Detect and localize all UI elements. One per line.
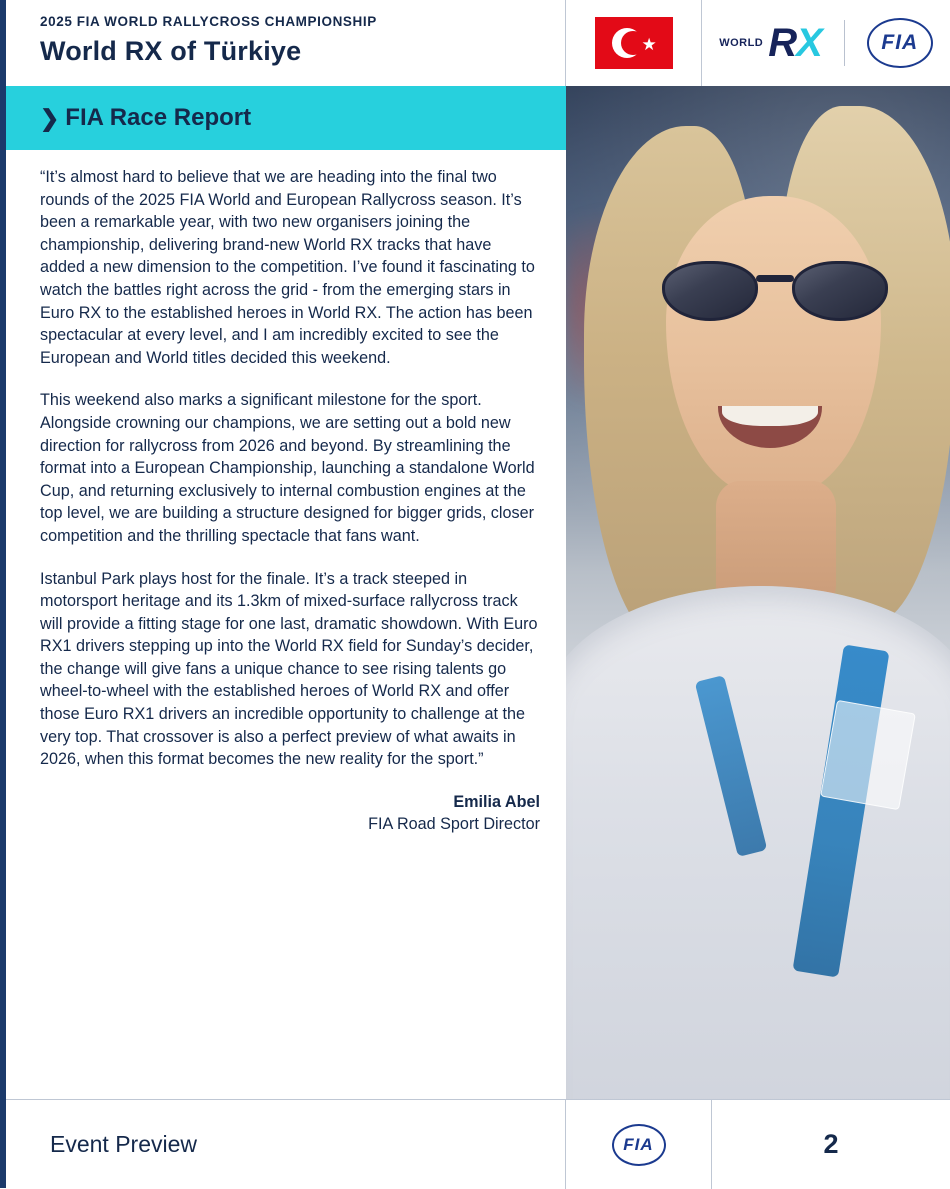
face-shape [666, 196, 881, 496]
sunglasses-left-lens [662, 261, 758, 321]
paragraph: Istanbul Park plays host for the finale. It’s a track steeped in motorsport heritage and its 1.3km of mixed-surface rallycross track will provide a fitting stage for one last, dramatic showdown. With Euro RX1 drivers stepping up into the World RX field for Sunday’s decider, the change will give fans a unique chance to see rising talents go wheel-to-wheel with the established heroes of World RX and offer those Euro RX1 drivers an incredible opportunity to challenge at the very top. That crossover is also a perfect preview of what awaits in 2026, when this format becomes the new reality for the sport.” [40, 569, 538, 769]
sunglasses-bridge [756, 275, 794, 282]
banner-title: FIA Race Report [65, 104, 252, 131]
sunglasses-right-lens [792, 261, 888, 321]
world-rx-wordmark: WORLD [719, 36, 764, 49]
header-logos [702, 0, 950, 86]
signature-block [40, 791, 540, 836]
flag-container [566, 0, 702, 86]
chevron-right-icon: ❯ [40, 104, 60, 131]
turkish-flag-icon [595, 17, 673, 69]
footer-section-label: Event Preview [6, 1100, 566, 1189]
page-header [6, 0, 950, 87]
page-footer [6, 1099, 950, 1189]
teeth-shape [722, 406, 818, 426]
sunglasses-icon [662, 261, 888, 323]
paragraph: “It’s almost hard to believe that we are heading into the final two rounds of the 2025 FIA World and European Rallycross season. It’s been a remarkable year, with two new organisers joining the championship, delivering brand-new World RX tracks that have added a new dimension to the competition. I’ve found it fascinating to watch the battles right across the grid - from the emerging stars in Euro RX to the established heroes in World RX. The action has been spectacular at every level, and I am incredibly excited to see the European and World titles decided this weekend. [40, 168, 535, 367]
logo-divider [844, 20, 845, 66]
report-body [40, 166, 540, 836]
page-number: 2 [823, 1129, 839, 1159]
paragraph: This weekend also marks a significant milestone for the sport. Alongside crowning our champions, we are setting out a bold new direction for rallycross from 2026 and beyond. By streamlining the format into a European Championship, launching a standalone World Cup, and returning exclusively to internal combustion engines at the top level, we are building a structure designed for bigger grids, closer competition and the thrilling spectacle that fans want. [40, 391, 535, 545]
championship-kicker: 2025 FIA WORLD RALLYCROSS CHAMPIONSHIP [40, 14, 377, 29]
race-report-banner [6, 86, 566, 150]
fia-logo-icon: FIA [867, 18, 933, 68]
event-title: World RX of Türkiye [40, 36, 302, 66]
footer-logo-container [566, 1100, 712, 1189]
signature-name: Emilia Abel [453, 792, 540, 811]
world-rx-mark: RX [768, 21, 822, 65]
portrait-photo [566, 86, 950, 1099]
flag-star-icon: ★ [641, 35, 657, 54]
header-titles [6, 0, 566, 86]
signature-role: FIA Road Sport Director [368, 815, 540, 834]
world-rx-logo [719, 21, 822, 65]
fia-logo-icon: FIA [612, 1124, 666, 1166]
accreditation-badge [820, 700, 916, 810]
